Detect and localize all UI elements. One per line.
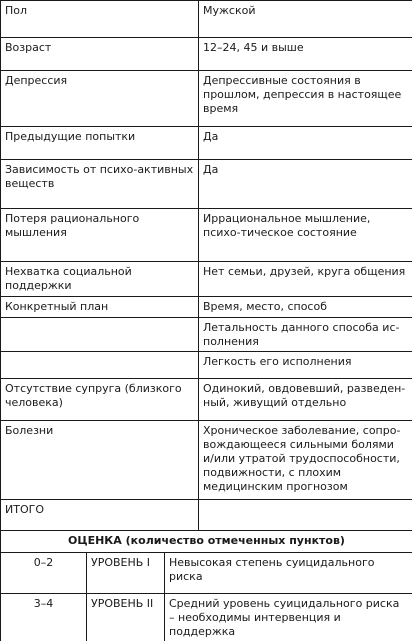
table-row [1, 160, 412, 209]
table-row [1, 71, 412, 127]
value-cell [199, 500, 412, 531]
table-row [1, 421, 412, 500]
value-cell: Одинокий, овдовевший, разведен-ный, живущий отдельно [199, 379, 412, 421]
value-cell: Да [199, 127, 412, 160]
factor-cell [1, 352, 199, 379]
factor-cell: Зависимость от психо-активных веществ [1, 160, 199, 209]
table-row [1, 127, 412, 160]
factor-cell: Предыдущие попытки [1, 127, 199, 160]
score-range-cell: 0–2 [1, 553, 87, 594]
score-level-cell: УРОВЕНЬ I [87, 553, 165, 594]
score-description-cell: Средний уровень суицидального риска – необходимы интервенция и поддержка [165, 594, 412, 641]
factor-cell: Пол [1, 1, 199, 38]
factor-cell: Болезни [1, 421, 199, 500]
factor-cell: Потеря рационального мышления [1, 209, 199, 262]
table-row [1, 500, 412, 531]
score-description-cell: Невысокая степень суицидального риска [165, 553, 412, 594]
value-cell: 12–24, 45 и выше [199, 38, 412, 71]
table-row [1, 1, 412, 38]
value-cell: Нет семьи, друзей, круга общения [199, 262, 412, 297]
factor-cell [1, 318, 199, 352]
value-cell: Летальность данного способа ис-полнения [199, 318, 412, 352]
value-cell: Депрессивные состояния в прошлом, депрессия в настоящее время [199, 71, 412, 127]
factor-cell: Нехватка социальной поддержки [1, 262, 199, 297]
value-cell: Иррациональное мышление, психо-тическое состояние [199, 209, 412, 262]
summary-title: ОЦЕНКА [68, 534, 122, 547]
value-cell: Время, место, способ [199, 297, 412, 318]
score-row [1, 553, 412, 594]
table-row [1, 379, 412, 421]
value-cell: Хроническое заболевание, сопро-вождающееся сильными болями и/или утратой трудоспособности, подвижности, с плохим медицинским прогнозом [199, 421, 412, 500]
table-row [1, 352, 412, 379]
score-level-cell: УРОВЕНЬ II [87, 594, 165, 641]
factor-cell: Конкретный план [1, 297, 199, 318]
factor-cell: Возраст [1, 38, 199, 71]
score-row [1, 594, 412, 641]
value-cell: Мужской [199, 1, 412, 38]
score-range-cell: 3–4 [1, 594, 87, 641]
table-row [1, 38, 412, 71]
summary-header-cell [1, 531, 412, 553]
summary-subtitle: (количество отмеченных пунктов) [126, 534, 345, 547]
score-levels-table [0, 552, 412, 641]
value-cell: Легкость его исполнения [199, 352, 412, 379]
value-cell: Да [199, 160, 412, 209]
table-row [1, 209, 412, 262]
factor-cell: ИТОГО [1, 500, 199, 531]
table-row [1, 297, 412, 318]
factor-cell: Отсутствие супруга (близкого человека) [1, 379, 199, 421]
table-row [1, 262, 412, 297]
table-row [1, 318, 412, 352]
summary-header-row [1, 531, 412, 553]
factor-cell: Депрессия [1, 71, 199, 127]
